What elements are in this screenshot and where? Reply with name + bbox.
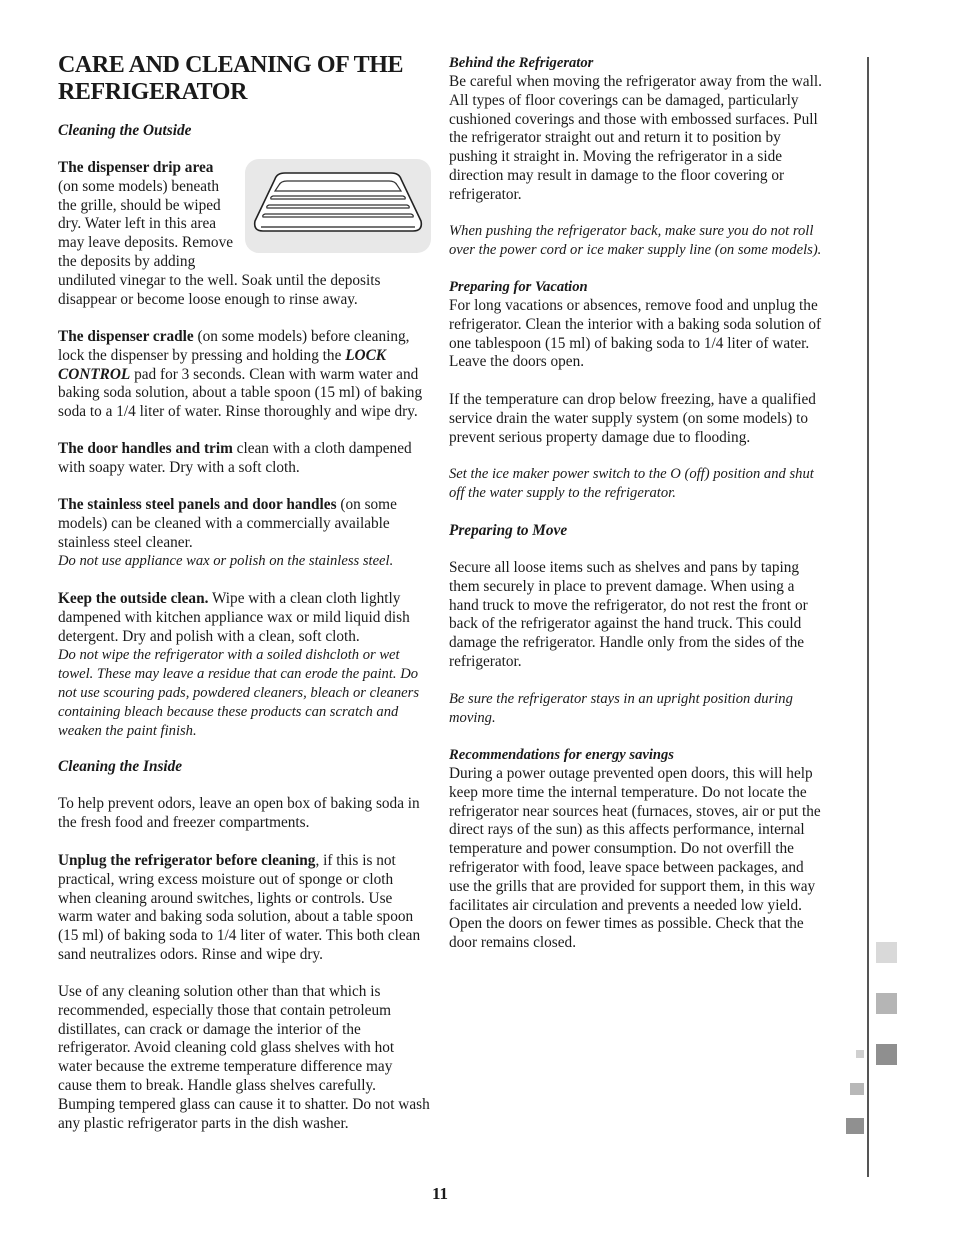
- page-number: 11: [431, 1184, 449, 1203]
- behind-text: Be careful when moving the refrigerator away from the wall. All types of floor coverings can be damaged, particularly cushioned coverings and those with embossed surfaces. Pull the refrigerator straight out and return it to position by pushing it straight in. Moving the refrigerator in a side direction may result in damage to the floor covering or refrigerator.: [449, 73, 822, 203]
- cradle-text: (on some models) before cleaning, lock the dispenser by pressing and holding the: [58, 328, 410, 364]
- ice-maker-note: Set the ice maker power switch to the O (off) position and shut off the water supply to the refrigerator.: [449, 466, 814, 501]
- small-square-2: [850, 1083, 864, 1095]
- keep-clean-label: Keep the outside clean.: [58, 590, 209, 607]
- keep-clean-text: Wipe with a clean cloth lightly dampened with kitchen appliance wax or mild liquid dish detergent. Dry and polish with a clean, soft cloth.: [58, 590, 410, 645]
- unplug-text: , if this is not practical, wring excess moisture out of sponge or cloth when cleaning around switches, lights or controls. Use warm water and baking soda solution, about a table spoon (15 ml) of baking soda to 1/4 liter of water. This both clean sand neutralizes odors. Rinse and wipe dry.: [58, 852, 421, 963]
- tab-square-dark: [876, 1044, 897, 1065]
- energy-section: [449, 746, 827, 953]
- keep-clean-paragraph: [58, 590, 430, 741]
- upright-note: Be sure the refrigerator stays in an upright position during moving.: [449, 691, 793, 726]
- stainless-steel-text: (on some models) can be cleaned with a commercially available stainless steel cleaner.: [58, 496, 397, 551]
- energy-heading: Recommendations for energy savings: [449, 747, 674, 763]
- lock-control-label: LOCK CONTROL: [58, 346, 386, 383]
- move-heading: Preparing to Move: [449, 522, 568, 539]
- move-paragraph: Secure all loose items such as shelves and pans by taping them securely in place to prevent damage. When using a hand truck to move the refrigerator, do not rest the front or back of the refrigerator against the hand truck. This could damage the refrigerator. Handle only from the sides of the refrigerator.: [449, 559, 808, 670]
- behind-heading: Behind the Refrigerator: [449, 55, 594, 71]
- page-title: CARE AND CLEANING OF THE REFRIGERATOR: [58, 52, 404, 105]
- drip-area-text: (on some models) beneath the grille, should be wiped dry. Water left in this area may leave deposits. Remove the deposits by adding undiluted vinegar to the well. Soak until the deposits disappear or become loose enough to rinse away.: [58, 177, 381, 308]
- vacation-heading: Preparing for Vacation: [449, 279, 588, 295]
- unplug-label: Unplug the refrigerator before cleaning: [58, 852, 316, 869]
- stainless-steel-note: Do not use appliance wax or polish on the stainless steel.: [58, 553, 394, 570]
- dispenser-cradle-paragraph: [58, 328, 430, 422]
- small-square-1: [856, 1050, 864, 1058]
- cradle-text-2: pad for 3 seconds. Clean with warm water and baking soda solution, about a table spoon (15 ml) of baking soda to a 1/4 liter of water. Rinse thoroughly and wipe dry.: [58, 365, 423, 421]
- drip-area-label: The dispenser drip area: [58, 159, 214, 176]
- stainless-steel-paragraph: [58, 496, 430, 571]
- door-handles-label: The door handles and trim: [58, 440, 233, 457]
- behind-note: When pushing the refrigerator back, make sure you do not roll over the power cord or ice maker supply line (on some models).: [449, 223, 822, 258]
- vacation-text: For long vacations or absences, remove food and unplug the refrigerator. Clean the interior with a baking soda solution of one tablespoon (15 ml) of baking soda to 1/4 liter of water. Leave the doors open.: [449, 297, 822, 371]
- vacation-section: [449, 278, 827, 372]
- cleaning-solution-paragraph: Use of any cleaning solution other than that which is recommended, especially those that contain petroleum distillates, can crack or damage the interior of the refrigerator. Avoid cleaning cold glass shelves with hot water because the extreme temperature difference may cause them to break. Handle glass shelves carefully. Bumping tempered glass can cause it to shatter. Do not wash any plastic refrigerator parts in the dish washer.: [58, 983, 430, 1132]
- cleaning-inside-heading: Cleaning the Inside: [58, 758, 183, 775]
- unplug-paragraph: [58, 852, 430, 965]
- margin-rule: [867, 57, 869, 1177]
- energy-text: During a power outage prevented open doors, this will help keep more time the internal temperature. Do not locate the refrigerator near sources heat (furnaces, stoves, air or put the direct rays of the sun) as this affects performance, internal temperature and power consumption. Do not overfill the refrigerator with food, leave space between packages, and use the grills that are provided for support them, in this way facilitates air circulation and prevents a needed low yield. Open the doors on fewer times as possible. Check that the door remains closed.: [449, 765, 821, 952]
- door-handles-paragraph: [58, 440, 430, 478]
- drip-area-paragraph: [58, 159, 430, 309]
- stainless-steel-label: The stainless steel panels and door handles: [58, 496, 337, 513]
- small-square-3: [846, 1118, 864, 1134]
- tab-square-mid: [876, 993, 897, 1014]
- freezing-paragraph: If the temperature can drop below freezing, have a qualified service drain the water supply system (on some models) to prevent serious property damage due to flooding.: [449, 391, 816, 446]
- cleaning-outside-heading: Cleaning the Outside: [58, 122, 192, 139]
- tab-square-light: [876, 942, 897, 963]
- keep-clean-note: Do not wipe the refrigerator with a soiled dishcloth or wet towel. These may leave a residue that can erode the paint. Do not use scouring pads, powdered cleaners, bleach or cleaners containing bleach because these products can scratch and weaken the paint finish.: [58, 647, 420, 740]
- door-handles-text: clean with a cloth dampened with soapy water. Dry with a soft cloth.: [58, 440, 412, 476]
- odors-paragraph: To help prevent odors, leave an open box of baking soda in the fresh food and freezer compartments.: [58, 795, 420, 831]
- dispenser-drip-tray-illustration: [245, 159, 431, 253]
- cradle-label: The dispenser cradle: [58, 328, 194, 345]
- behind-section: [449, 54, 827, 205]
